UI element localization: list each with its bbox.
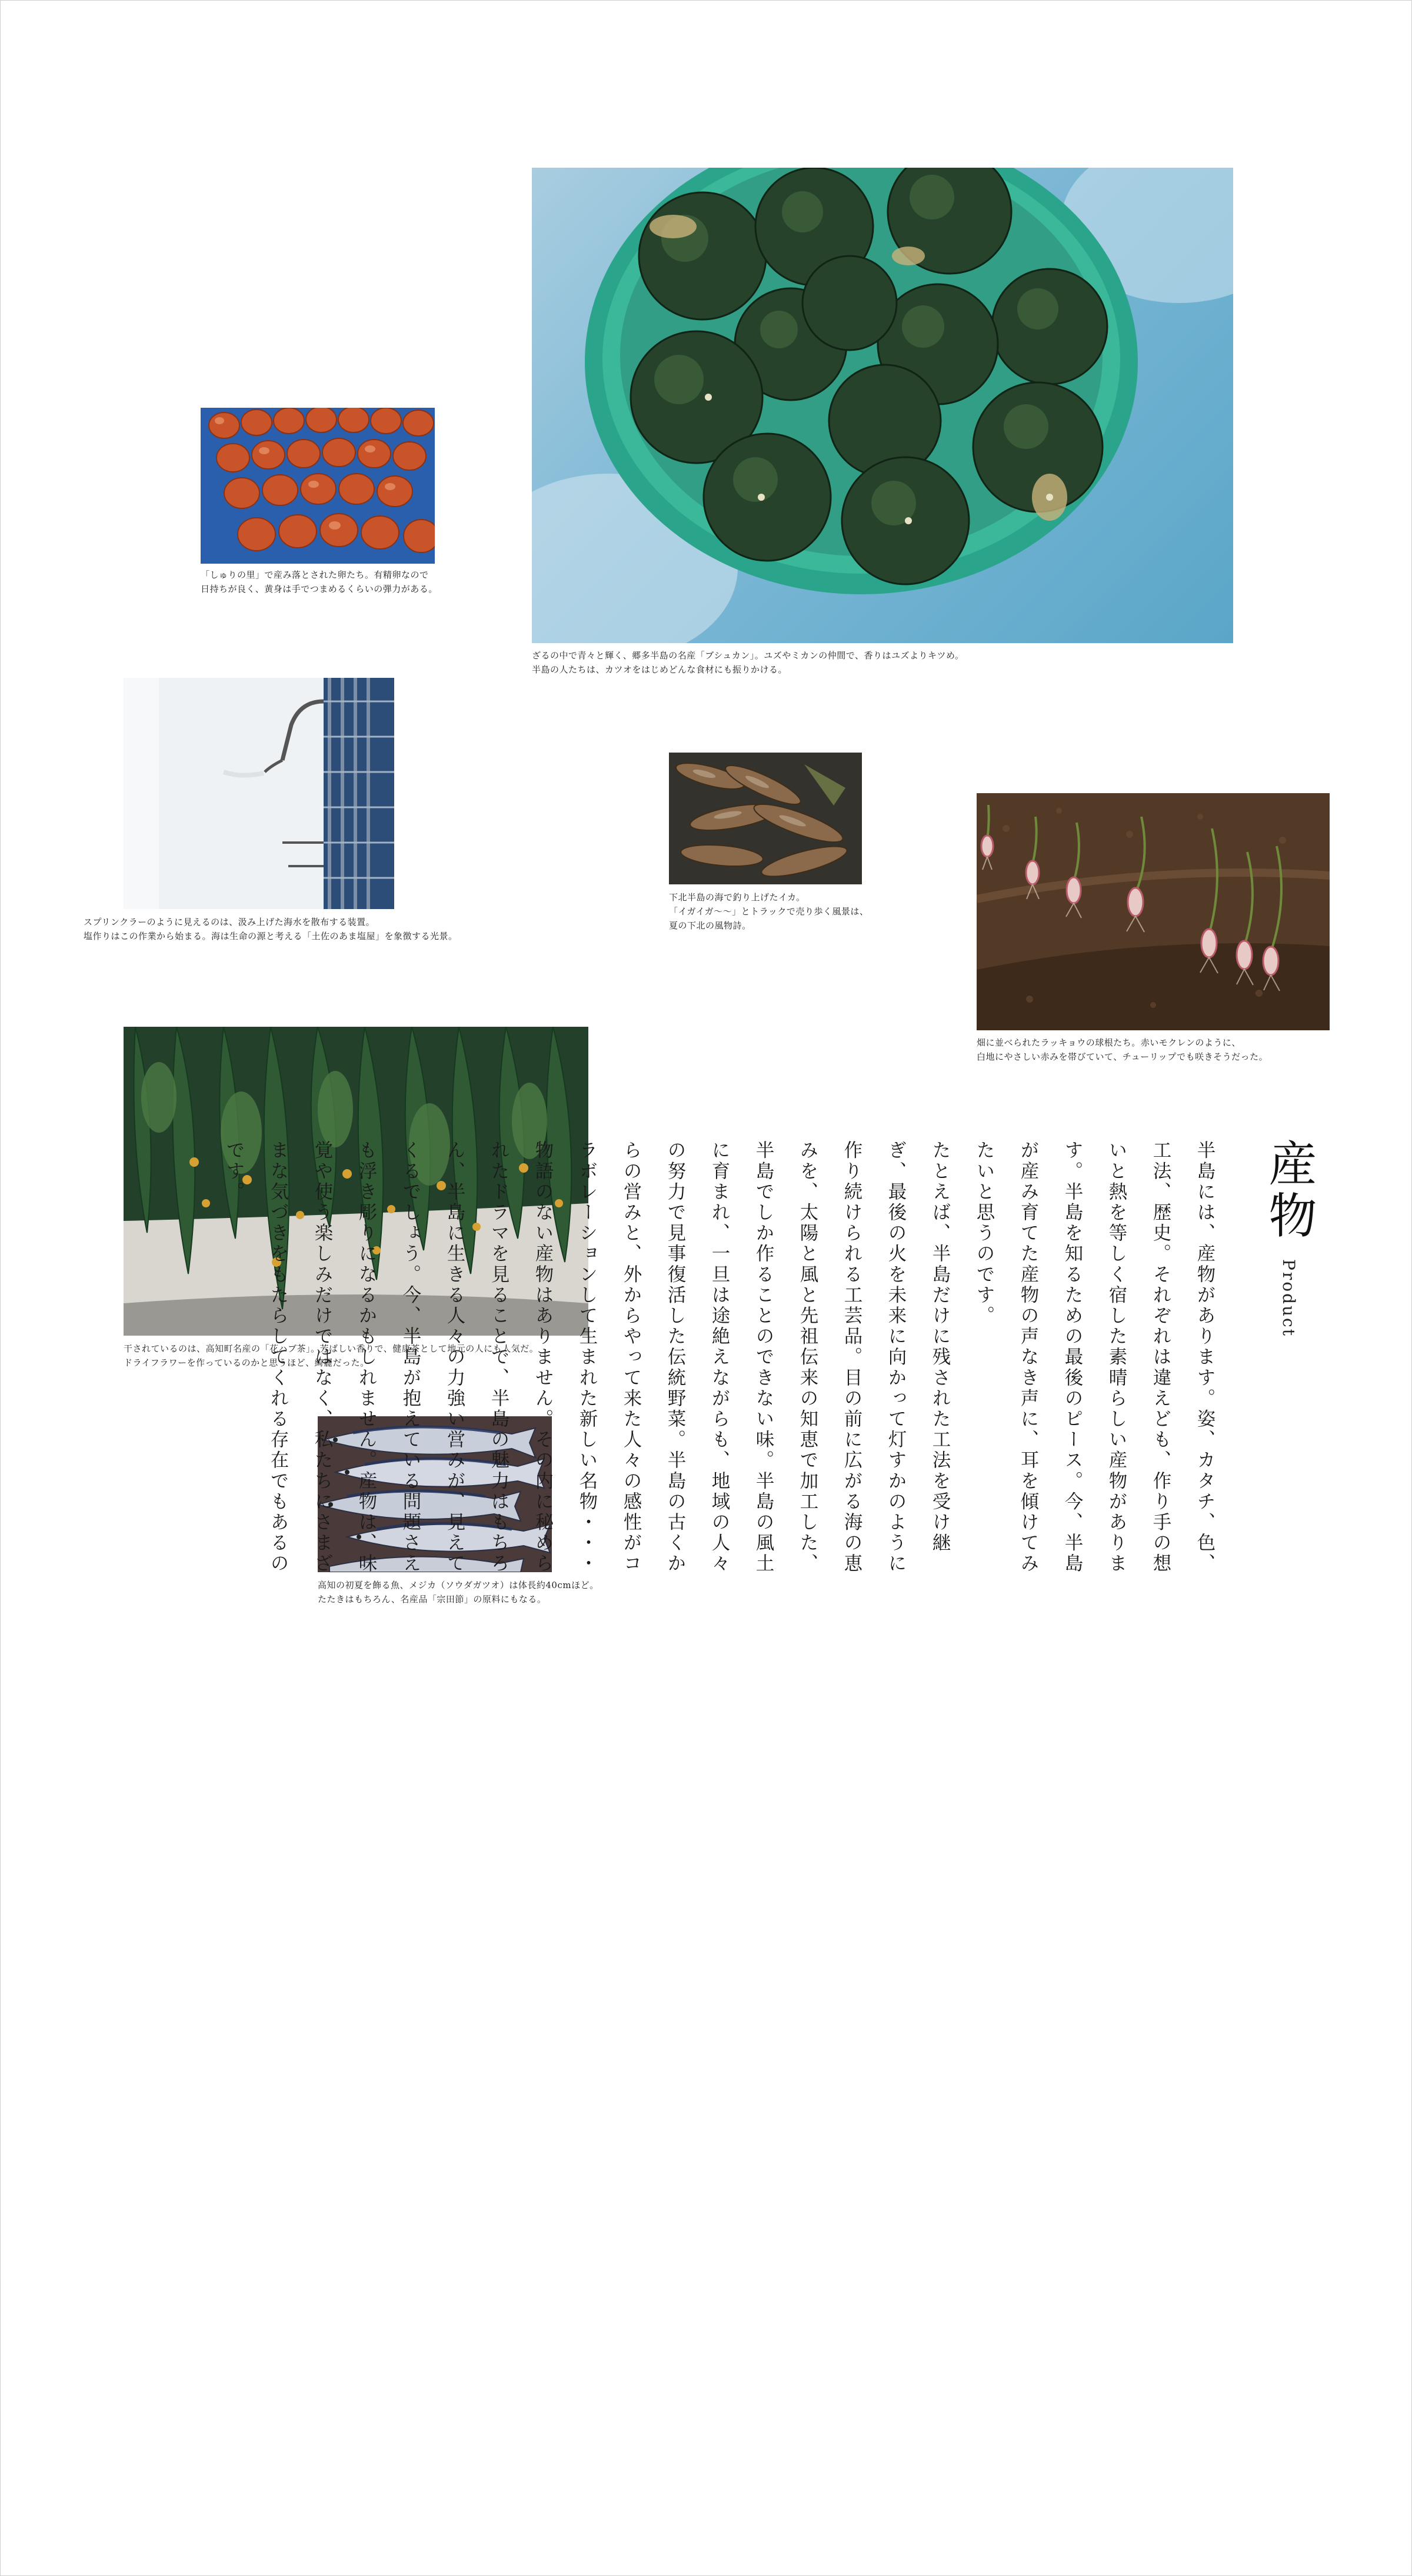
- salt-sprinkler-icon: [124, 678, 394, 909]
- caption-line: 畑に並べられたラッキョウの球根たち。赤いモクレンのように、: [977, 1037, 1241, 1048]
- caption-line: 夏の下北の風物詩。: [669, 920, 751, 931]
- rakkyo-caption: [977, 1036, 1268, 1064]
- busshukan-photo: [532, 168, 1233, 643]
- section-subtitle: Product: [1279, 1259, 1298, 1337]
- salt-caption: [84, 915, 458, 943]
- body-paragraph: たとえば、半島だけに残された工法を受け継ぎ、最後の火を未来に向かって灯すかのように作り続けられる工芸品。目の前に広がる海の恵みを、太陽と風と先祖伝来の知恵で加工した、半島でしか作ることのできない味。半島の風土に育まれ、一旦は途絶えながらも、地域の人々の努力で見事復活した伝統野菜。半島の古くからの営みと、外からやって来た人々の感性がコラボレーションして生まれた新しい名物・・・: [577, 1140, 951, 1575]
- rakkyo-bulbs-icon: [977, 793, 1330, 1030]
- section-title: 産物: [1261, 1139, 1317, 1242]
- caption-line: ざるの中で青々と輝く、郷多半島の名産「ブシュカン」。ユズやミカンの仲間で、香りはユズよりキツめ。: [532, 650, 964, 661]
- body-paragraph: 半島には、産物があります。姿、カタチ、色、工法、歴史。それぞれは違えども、作り手の想いと熱を等しく宿した素晴らしい産物があります。半島を知るための最後のピース。今、半島が産み育てた産物の声なき声に、耳を傾けてみたいと思うのです。: [974, 1140, 1215, 1575]
- caption-line: 半島の人たちは、カツオをはじめどんな食材にも振りかける。: [532, 664, 788, 675]
- caption-line: スプリンクラーのように見えるのは、汲み上げた海水を散布する装置。: [84, 917, 375, 927]
- caption-line: 日持ちが良く、黄身は手でつまめるくらいの弾力がある。: [201, 584, 438, 594]
- salt-photo: [124, 678, 394, 909]
- caption-line: たたきはもちろん、名産品「宗田節」の原料にもなる。: [318, 1594, 547, 1605]
- body-paragraph: 物語のない産物はありません。その内に秘められたドラマを見ることで、半島の魅力はもちろん、半島に生きる人々の力強い営みが、見えてくるでしょう。今、半島が抱えている問題さえも浮き彫りになるかもしれません。産物は、味覚や使う楽しみだけではなく、私たちにさまざまな気づきをもたらしてくれる存在でもあるのです。: [224, 1140, 554, 1575]
- squid-photo: [669, 753, 862, 884]
- caption-line: 干されているのは、高知町名産の「花ハブ茶」。芳ばしい香りで、健康茶として地元の人にも人気だ。: [124, 1343, 539, 1354]
- caption-line: 高知の初夏を飾る魚、メジカ（ソウダガツオ）は体長約40cmほど。: [318, 1580, 599, 1590]
- eggs-photo: [201, 408, 435, 564]
- caption-line: 「イガイガ〜〜」とトラックで売り歩く風景は、: [669, 906, 869, 917]
- caption-line: 塩作りはこの作業から始まる。海は生命の源と考える「土佐のあま塩屋」を象徴する光景。: [84, 931, 458, 941]
- rakkyo-photo: [977, 793, 1330, 1030]
- eggs-tray-icon: [201, 408, 435, 564]
- caption-line: 「しゅりの里」で産み落とされた卵たち。有精卵なので: [201, 570, 429, 580]
- squid-icon: [669, 753, 862, 884]
- caption-line: 下北半島の海で釣り上げたイカ。: [669, 892, 805, 903]
- caption-line: ドライフラワーを作っているのかと思うほど、綺麗だった。: [124, 1357, 369, 1368]
- squid-caption: [669, 890, 868, 933]
- busshukan-caption: [532, 648, 964, 677]
- eggs-caption: [201, 568, 438, 596]
- caption-line: 白地にやさしい赤みを帯びていて、チューリップでも咲きそうだった。: [977, 1051, 1268, 1062]
- citrus-basket-icon: [532, 168, 1233, 643]
